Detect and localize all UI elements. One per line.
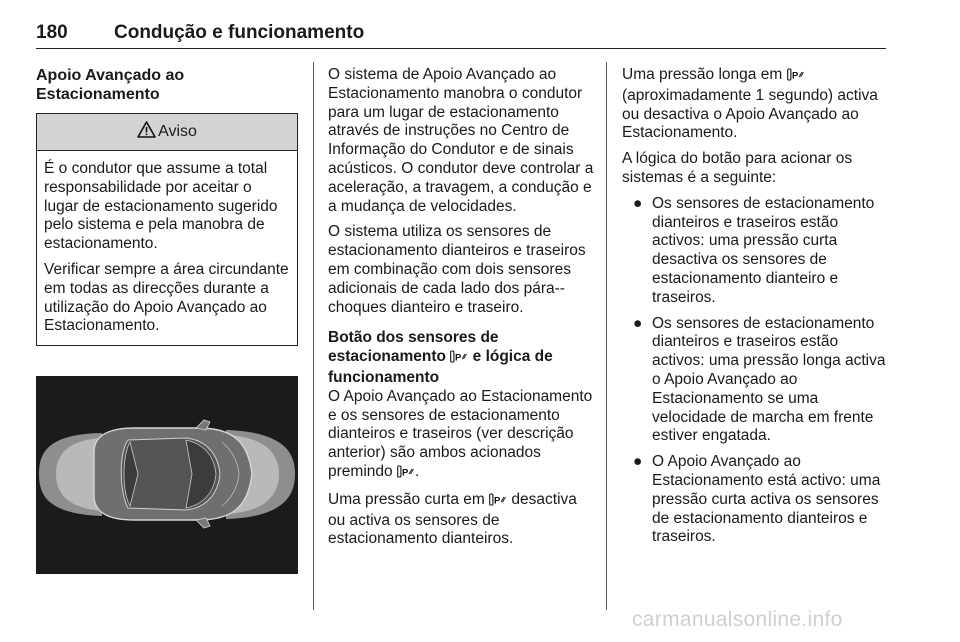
bullet-dot-icon: ●	[633, 314, 643, 332]
list-item	[622, 315, 888, 447]
bullet-dot-icon: ●	[633, 453, 643, 471]
svg-text:P: P	[455, 352, 462, 364]
warning-triangle-icon	[137, 121, 156, 144]
bullet-dot-icon: ●	[633, 194, 643, 212]
column-left	[36, 66, 298, 346]
svg-text:P: P	[401, 467, 409, 478]
paragraph-text: .	[414, 462, 420, 480]
paragraph: A lógica do botão para acionar os sistemas é a seguinte:	[622, 150, 853, 186]
paragraph-text: (aproximadamente 1 segundo) activa ou desactiva o Apoio Avançado ao Estacionamento.	[622, 86, 878, 142]
paragraph: O sistema utiliza os sensores de estacionamento dianteiros e traseiros em combinação com dois sensores adicionais de cada lado dos pára--choques dianteiro e traseiro.	[328, 223, 586, 316]
column-right	[622, 66, 888, 554]
subheading-text: e lógica de funcionamento	[328, 348, 553, 386]
paragraph-text: Uma pressão longa em	[622, 66, 783, 83]
paragraph: O sistema de Apoio Avançado ao Estacionamento manobra o condutor para um lugar de estacionamento através de instruções no Centro de Informação do Condutor e de sinais acústicos. O condutor deve controlar a aceleração, a travagem, a condução e a mudança de velocidades.	[328, 66, 594, 215]
list-item-text: O Apoio Avançado ao Estacionamento está activo: uma pressão curta activa os sensores de estacionamento dianteiros e traseiros.	[652, 453, 881, 546]
chapter-title: Condução e funcionamento	[114, 22, 365, 43]
section-title: Apoio Avançado ao Estacionamento	[36, 67, 185, 103]
warning-box	[36, 113, 298, 346]
warning-body	[37, 151, 297, 345]
page-number: 180	[36, 22, 68, 43]
page-header	[36, 14, 886, 49]
svg-text:P: P	[791, 70, 798, 81]
list-item	[622, 195, 888, 308]
paragraph-text: Uma pressão curta em	[328, 490, 485, 508]
svg-text:P: P	[494, 495, 501, 506]
paragraph	[328, 491, 594, 549]
paragraph	[622, 66, 888, 143]
park-assist-button-icon	[489, 493, 507, 512]
subheading-text: Botão dos sensores de estacionamento	[328, 329, 499, 366]
list-item	[622, 453, 888, 547]
column-divider	[606, 62, 607, 610]
list-item-text: Os sensores de estacionamento dianteiros e traseiros estão activos: uma pressão longa activa o Apoio Avançado ao Estacionamento se uma velocidade de marcha em frente estiver engatada.	[652, 314, 886, 445]
paragraph	[328, 388, 594, 484]
warning-label: Aviso	[158, 122, 197, 140]
subheading	[328, 329, 594, 387]
park-assist-button-icon	[450, 350, 468, 369]
list-item-text: Os sensores de estacionamento dianteiros e traseiros estão activos: uma pressão curta desactiva os sensores de estacionamento dianteiro e traseiros.	[652, 194, 875, 306]
column-middle	[328, 66, 594, 556]
column-divider	[313, 62, 314, 610]
warning-header	[37, 114, 297, 151]
paragraph-text: O Apoio Avançado ao Estacionamento e os sensores de estacionamento dianteiros e traseiros (ver descrição anterior) são ambos acionados premindo	[328, 387, 593, 480]
bullet-list	[622, 195, 888, 547]
watermark: carmanualsonline.info	[632, 608, 843, 631]
paragraph-text: desactiva ou activa os sensores de estacionamento dianteiros.	[328, 490, 577, 548]
park-assist-button-icon	[397, 465, 415, 484]
park-assist-button-icon	[787, 68, 805, 87]
car-sensor-illustration	[36, 376, 298, 574]
warning-paragraph: É o condutor que assume a total responsabilidade por aceitar o lugar de estacionamento sugerido pelo sistema e pela manobra de estacionamento.	[44, 160, 278, 253]
warning-paragraph: Verificar sempre a área circundante em todas as direcções durante a utilização do Apoio Avançado ao Estacionamento.	[44, 260, 289, 335]
car-top-view-illustration	[36, 376, 298, 574]
